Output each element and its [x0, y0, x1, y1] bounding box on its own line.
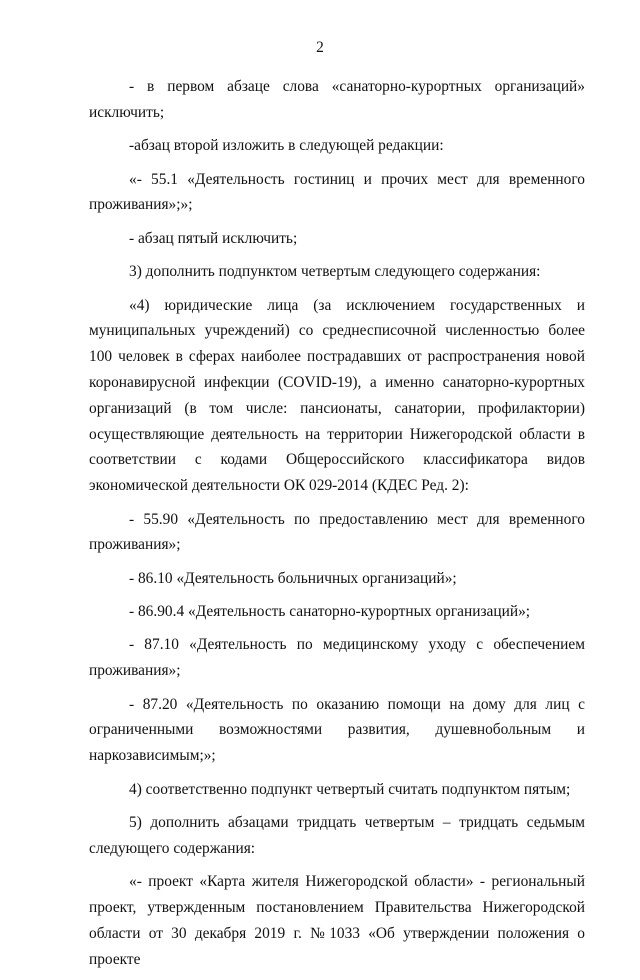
text-line: 3) дополнить подпунктом четвертым следующего содержания:: [129, 263, 541, 281]
paragraph: [89, 777, 585, 803]
text-line: - в первом абзаце слова «санаторно-курортных организаций»: [129, 78, 585, 95]
paragraph: [89, 810, 585, 862]
text-line: 100 человек в сферах наиболее пострадавших от распространения новой: [89, 348, 585, 366]
text-line: области от 30 декабря 2019 г. №1033 «Об утверждении положения о проекте: [89, 924, 585, 968]
paragraph: [89, 259, 585, 285]
text-line: - 87.20 «Деятельность по оказанию помощи на дому для лиц с: [129, 695, 585, 713]
text-line: ограниченными возможностями развития, душевнобольным и: [89, 721, 585, 739]
text-line: проживания»;»;: [89, 196, 193, 214]
paragraph: [89, 632, 585, 684]
paragraph: [89, 293, 585, 499]
text-line: исключить;: [89, 103, 165, 121]
paragraph: [89, 599, 585, 625]
paragraph: [89, 692, 585, 769]
text-line: наркозависимым;»;: [89, 747, 216, 765]
text-line: проживания»;: [89, 536, 181, 554]
text-line: коронавирусной инфекции (COVID-19), а именно санаторно-курортных: [89, 373, 585, 391]
text-line: 4) соответственно подпункт четвертый считать подпунктом пятым;: [129, 780, 571, 798]
paragraph: [89, 226, 585, 252]
paragraph: [89, 133, 585, 159]
text-line: «- проект «Карта жителя Нижегородской области» - региональный: [129, 873, 585, 891]
text-line: следующего содержания:: [89, 839, 256, 857]
text-line: «- 55.1 «Деятельность гостиниц и прочих мест для временного: [129, 170, 585, 188]
text-line: проживания»;: [89, 662, 181, 680]
text-line: - 87.10 «Деятельность по медицинскому уходу с обеспечением: [129, 636, 585, 654]
document-body: [89, 74, 585, 980]
page-number: 2: [316, 39, 324, 56]
paragraph: [89, 507, 585, 559]
text-line: -абзац второй изложить в следующей редакции:: [129, 137, 444, 155]
paragraph: [89, 869, 585, 972]
paragraph: [89, 167, 585, 219]
text-line: - абзац пятый исключить;: [129, 229, 298, 247]
paragraph: [89, 566, 585, 592]
text-line: - 86.90.4 «Деятельность санаторно-курортных организаций»;: [129, 603, 531, 621]
text-line: муниципальных учреждений) со среднесписочной численностью более: [89, 322, 585, 340]
text-line: экономической деятельности ОК 029-2014 (КДЕС Ред. 2):: [89, 477, 469, 495]
text-line: соответствии с кодами Общероссийского классификатора видов: [89, 451, 585, 469]
text-line: проект, утвержденным постановлением Правительства Нижегородской: [89, 899, 585, 917]
text-line: «4) юридические лица (за исключением государственных и: [129, 296, 585, 314]
text-line: - 86.10 «Деятельность больничных организаций»;: [129, 569, 457, 587]
text-line: 5) дополнить абзацами тридцать четвертым – тридцать седьмым: [129, 814, 585, 832]
text-line: организаций (в том числе: пансионаты, санатории, профилактории): [89, 399, 585, 417]
text-line: - 55.90 «Деятельность по предоставлению мест для временного: [129, 510, 585, 528]
paragraph: [89, 74, 585, 126]
text-line: осуществляющие деятельность на территории Нижегородской области в: [89, 425, 585, 443]
